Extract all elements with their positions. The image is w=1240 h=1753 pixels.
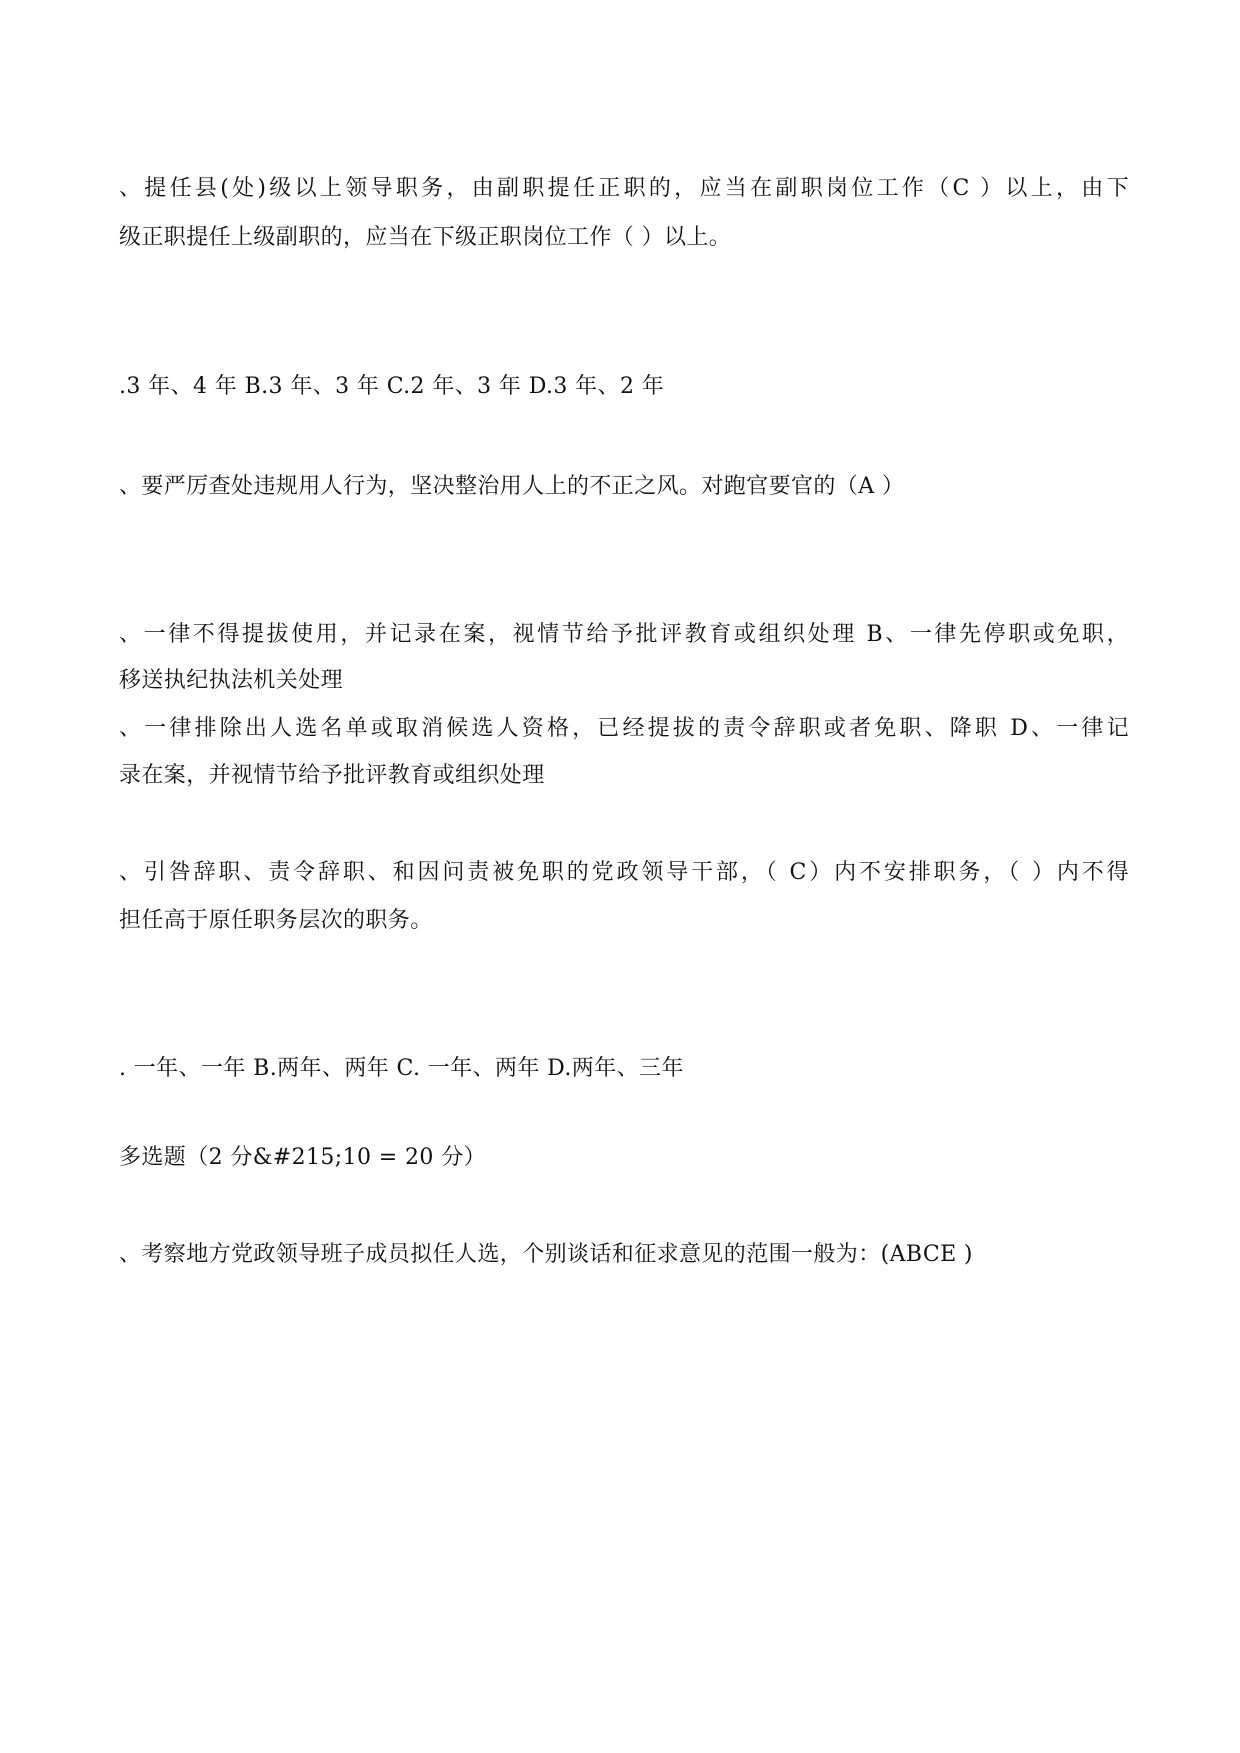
question-4-stem: 、考察地方党政领导班子成员拟任人选，个别谈话和征求意见的范围一般为：(ABCE ) (119, 1242, 973, 1267)
question-2-options-line-2: 移送执纪执法机关处理 (119, 668, 344, 693)
section-heading-multiple-choice: 多选题（2 分&#215;10 = 20 分） (119, 1145, 487, 1170)
question-2-stem: 、要严厉查处违规用人行为，坚决整治用人上的不正之风。对跑官要官的（A ） (119, 474, 905, 499)
question-3-line-1: 、引咎辞职、责令辞职、和因问责被免职的党政领导干部，（ C）内不安排职务，（ ）内不得 (119, 860, 1129, 885)
question-3-options: . 一年、一年 B.两年、两年 C. 一年、两年 D.两年、三年 (119, 1056, 684, 1081)
question-1-line-2: 级正职提任上级副职的，应当在下级正职岗位工作（ ）以上。 (119, 225, 732, 250)
question-3-line-2: 担任高于原任职务层次的职务。 (119, 908, 433, 933)
question-1-options: .3 年、4 年 B.3 年、3 年 C.2 年、3 年 D.3 年、2 年 (119, 374, 665, 399)
question-2-options-line-4: 录在案，并视情节给予批评教育或组织处理 (119, 763, 545, 788)
question-1-line-1: 、提任县(处)级以上领导职务，由副职提任正职的，应当在副职岗位工作（C ）以上，由下 (119, 176, 1129, 201)
question-2-options-line-3: 、一律排除出人选名单或取消候选人资格，已经提拔的责令辞职或者免职、降职 D、一律记 (119, 716, 1129, 741)
question-2-options-line-1: 、一律不得提拔使用，并记录在案，视情节给予批评教育或组织处理 B、一律先停职或免职， (119, 622, 1129, 647)
